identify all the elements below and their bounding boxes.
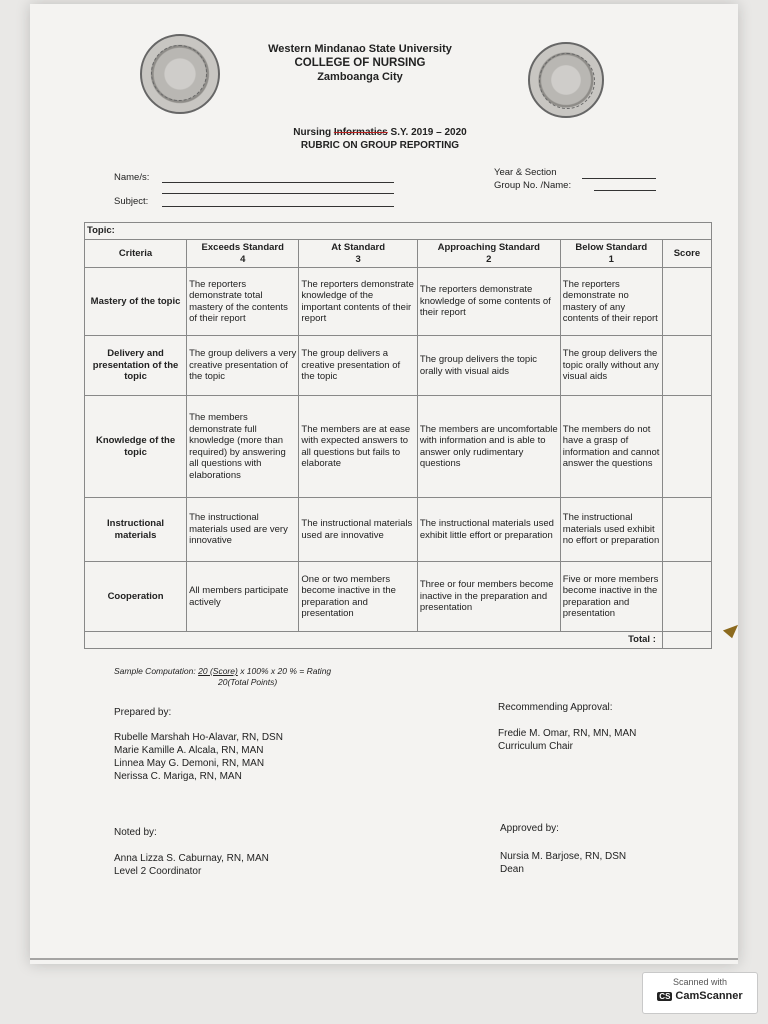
group-line [594, 190, 656, 191]
table-row [85, 268, 712, 336]
score-cell[interactable] [662, 336, 711, 396]
computation-numerator: 20 (Score) [198, 666, 238, 676]
computation-prefix: Sample Computation: [114, 666, 196, 676]
recommending-block [498, 727, 636, 753]
university-seal-logo [140, 34, 220, 114]
college-name: COLLEGE OF NURSING [294, 57, 426, 69]
noted-label: Noted by: [114, 827, 157, 838]
subject-line [162, 206, 394, 207]
score-cell[interactable] [662, 396, 711, 498]
prepared-name: Linnea May G. Demoni, RN, MAN [114, 758, 265, 769]
noted-title: Level 2 Coordinator [114, 866, 202, 877]
below-cell: The members do not have a grasp of information and cannot answer the questions [560, 396, 662, 498]
exceeds-cell: All members participate actively [187, 562, 299, 632]
criteria-cell: Instructional materials [85, 498, 187, 562]
recommending-name: Fredie M. Omar, RN, MN, MAN [498, 728, 637, 739]
score-cell[interactable] [662, 562, 711, 632]
city-name: Zamboanga City [317, 71, 403, 83]
document-header [240, 42, 480, 84]
college-seal-logo [528, 42, 604, 118]
approaching-cell: The members are uncomfortable with information and is able to answer only rudimentary questions [417, 396, 560, 498]
header-score: Score [662, 240, 711, 268]
at-cell: The instructional materials used are innovative [299, 498, 417, 562]
year-section-line [582, 178, 656, 179]
exceeds-cell: The instructional materials used are very innovative [187, 498, 299, 562]
prepared-name: Rubelle Marshah Ho-Alavar, RN, DSN [114, 732, 283, 743]
computation-formula: x 100% x 20 % = Rating [240, 666, 332, 676]
table-row [85, 336, 712, 396]
below-cell: The instructional materials used exhibit no effort or preparation [560, 498, 662, 562]
prepared-names [114, 731, 283, 783]
approaching-cell: Three or four members become inactive in the preparation and presentation [417, 562, 560, 632]
score-cell[interactable] [662, 268, 711, 336]
prepared-name: Nerissa C. Mariga, RN, MAN [114, 771, 242, 782]
rubric-table [84, 222, 712, 649]
total-row [85, 632, 712, 649]
camscanner-watermark [642, 972, 758, 1014]
rubric-subtitle: RUBRIC ON GROUP REPORTING [300, 140, 460, 151]
noted-name: Anna Lizza S. Caburnay, RN, MAN [114, 853, 269, 864]
total-value-cell[interactable] [662, 632, 711, 649]
below-cell: The reporters demonstrate no mastery of any contents of their report [560, 268, 662, 336]
table-row [85, 562, 712, 632]
header-criteria: Criteria [85, 240, 187, 268]
below-cell: Five or more members become inactive in the preparation and presentation [560, 562, 662, 632]
at-cell: The group delivers a creative presentation of the topic [299, 336, 417, 396]
school-year: S.Y. 2019 – 2020 [390, 127, 467, 138]
header-below-standard: Below Standard 1 [560, 240, 662, 268]
approaching-cell: The instructional materials used exhibit little effort or preparation [417, 498, 560, 562]
approved-name: Nursia M. Barjose, RN, DSN [500, 851, 627, 862]
criteria-cell: Knowledge of the topic [85, 396, 187, 498]
at-cell: The reporters demonstrate knowledge of the important contents of their report [299, 268, 417, 336]
score-cell[interactable] [662, 498, 711, 562]
prepared-name: Marie Kamille A. Alcala, RN, MAN [114, 745, 264, 756]
below-cell: The group delivers the topic orally without any visual aids [560, 336, 662, 396]
names-line-2 [162, 193, 394, 194]
names-label: Name/s: [114, 172, 150, 183]
noted-block [114, 852, 269, 878]
watermark-top-text: Scanned with [672, 977, 728, 987]
header-at-standard: At Standard 3 [299, 240, 417, 268]
recommending-title: Curriculum Chair [498, 741, 574, 752]
course-struck-word: Informatics [333, 127, 388, 138]
criteria-cell: Delivery and presentation of the topic [85, 336, 187, 396]
subject-label: Subject: [114, 196, 149, 207]
exceeds-cell: The members demonstrate full knowledge (more than required) by answering all questions with elaborations [187, 396, 299, 498]
topic-label: Topic: [85, 223, 712, 240]
table-row [85, 498, 712, 562]
recommending-label: Recommending Approval: [498, 702, 613, 713]
computation-denominator: 20(Total Points) [218, 677, 278, 687]
approved-block [500, 850, 626, 876]
scan-edge-line [30, 958, 738, 960]
watermark-brand: CamScanner [675, 990, 743, 1002]
exceeds-cell: The group delivers a very creative presentation of the topic [187, 336, 299, 396]
approved-title: Dean [500, 864, 524, 875]
document-title [250, 126, 510, 152]
header-approaching-standard: Approaching Standard 2 [417, 240, 560, 268]
prepared-label: Prepared by: [114, 707, 172, 718]
approaching-cell: The group delivers the topic orally with visual aids [417, 336, 560, 396]
criteria-cell: Mastery of the topic [85, 268, 187, 336]
total-label: Total : [85, 632, 663, 649]
topic-row [85, 223, 712, 240]
exceeds-cell: The reporters demonstrate total mastery of the contents of their report [187, 268, 299, 336]
at-cell: The members are at ease with expected answers to all questions but fails to elaborate [299, 396, 417, 498]
header-exceeds-standard: Exceeds Standard 4 [187, 240, 299, 268]
criteria-cell: Cooperation [85, 562, 187, 632]
sample-computation [114, 666, 331, 688]
header-row [85, 240, 712, 268]
approaching-cell: The reporters demonstrate knowledge of some contents of their report [417, 268, 560, 336]
at-cell: One or two members become inactive in the preparation and presentation [299, 562, 417, 632]
names-line-1 [162, 182, 394, 183]
camscanner-logo-icon: CS [659, 992, 671, 1001]
table-row [85, 396, 712, 498]
university-name: Western Mindanao State University [268, 43, 452, 55]
group-label: Group No. /Name: [494, 180, 572, 191]
course-prefix: Nursing [293, 127, 332, 138]
year-section-label: Year & Section [494, 167, 557, 178]
approved-label: Approved by: [500, 823, 559, 834]
